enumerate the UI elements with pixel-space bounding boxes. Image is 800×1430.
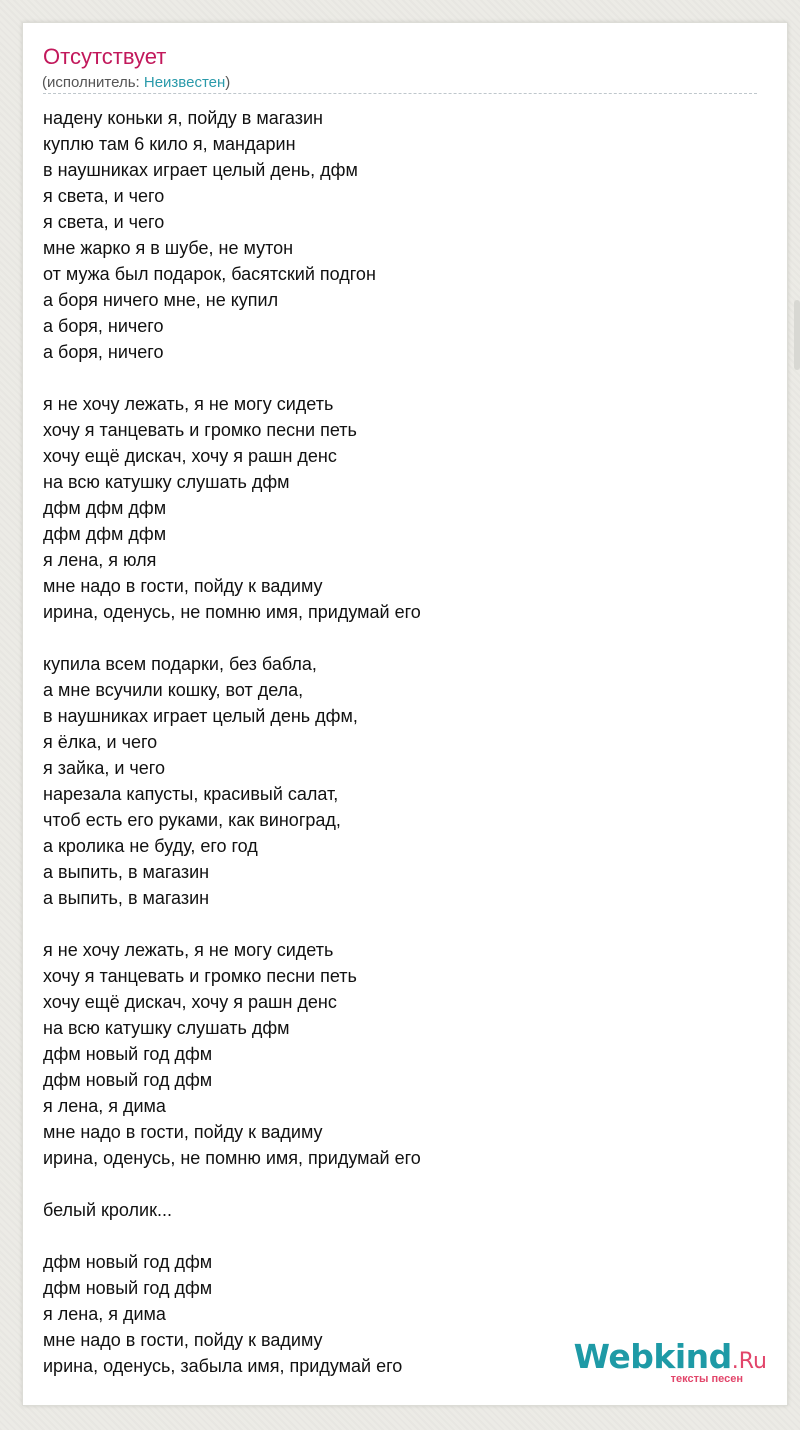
lyric-line: на всю катушку слушать дфм	[43, 472, 290, 492]
lyric-blank-line	[43, 911, 767, 937]
lyric-line: дфм новый год дфм	[43, 1070, 213, 1090]
lyric-line: куплю там 6 кило я, мандарин	[43, 134, 296, 154]
lyric-line: а выпить, в магазин	[43, 888, 210, 908]
artist-link[interactable]: Неизвестен	[143, 74, 226, 91]
lyric-line: мне надо в гости, пойду к вадиму	[43, 576, 323, 596]
lyric-line: я не хочу лежать, я не могу сидеть	[43, 394, 334, 414]
lyric-line: белый кролик...	[43, 1200, 172, 1220]
lyric-line: а боря ничего мне, не купил	[43, 290, 279, 310]
lyric-line: на всю катушку слушать дфм	[43, 1018, 290, 1038]
lyric-line: я не хочу лежать, я не могу сидеть	[43, 940, 334, 960]
lyrics-text	[43, 105, 767, 1379]
artist-suffix: )	[225, 74, 231, 91]
lyric-line: хочу ещё дискач, хочу я рашн денс	[43, 446, 337, 466]
logo-main-text: Webkind	[573, 1337, 732, 1376]
lyric-line: хочу я танцевать и громко песни петь	[43, 966, 357, 986]
artist-prefix: (исполнитель:	[42, 74, 144, 91]
lyric-blank-line	[43, 1171, 767, 1197]
lyric-line: надену коньки я, пойду в магазин	[43, 108, 323, 128]
lyric-line: дфм новый год дфм	[43, 1252, 213, 1272]
lyric-line: я зайка, и чего	[43, 758, 165, 778]
lyric-line: я лена, я юля	[43, 550, 157, 570]
lyric-line: чтоб есть его руками, как виноград,	[43, 810, 341, 830]
artist-line	[42, 73, 230, 93]
lyric-line: я ёлка, и чего	[43, 732, 158, 752]
lyric-blank-line	[43, 1223, 767, 1249]
lyric-line: хочу ещё дискач, хочу я рашн денс	[43, 992, 337, 1012]
lyric-line: я лена, я дима	[43, 1096, 166, 1116]
webkind-logo[interactable]	[567, 1339, 767, 1383]
song-title: Отсутствует	[43, 44, 167, 69]
lyric-line: купила всем подарки, без бабла,	[43, 654, 317, 674]
lyric-line: а кролика не буду, его год	[43, 836, 258, 856]
lyric-line: нарезала капусты, красивый салат,	[43, 784, 339, 804]
lyric-line: а мне всучили кошку, вот дела,	[43, 680, 304, 700]
lyric-line: я лена, я дима	[43, 1304, 166, 1324]
lyric-line: дфм новый год дфм	[43, 1278, 213, 1298]
lyric-line: а выпить, в магазин	[43, 862, 210, 882]
lyric-line: ирина, оденусь, не помню имя, придумай его	[43, 1148, 421, 1168]
lyric-line: а боря, ничего	[43, 316, 164, 336]
lyric-line: от мужа был подарок, басятский подгон	[43, 264, 376, 284]
title-divider	[43, 93, 757, 94]
logo-tld: .Ru	[731, 1349, 767, 1374]
lyric-blank-line	[43, 365, 767, 391]
lyric-line: хочу я танцевать и громко песни петь	[43, 420, 357, 440]
lyric-line: в наушниках играет целый день дфм,	[43, 706, 358, 726]
logo-subtitle: тексты песен	[670, 1373, 743, 1385]
lyric-line: дфм дфм дфм	[43, 524, 167, 544]
lyrics-card	[22, 22, 788, 1406]
scrollbar[interactable]	[794, 300, 800, 370]
lyric-line: мне надо в гости, пойду к вадиму	[43, 1122, 323, 1142]
lyric-line: ирина, оденусь, не помню имя, придумай его	[43, 602, 421, 622]
lyric-blank-line	[43, 625, 767, 651]
lyric-line: я света, и чего	[43, 212, 165, 232]
lyric-line: дфм дфм дфм	[43, 498, 167, 518]
lyric-line: мне надо в гости, пойду к вадиму	[43, 1330, 323, 1350]
lyric-line: мне жарко я в шубе, не мутон	[43, 238, 294, 258]
lyric-line: ирина, оденусь, забыла имя, придумай его	[43, 1356, 403, 1376]
lyric-line: я света, и чего	[43, 186, 165, 206]
lyric-line: в наушниках играет целый день, дфм	[43, 160, 358, 180]
lyric-line: а боря, ничего	[43, 342, 164, 362]
lyric-line: дфм новый год дфм	[43, 1044, 213, 1064]
